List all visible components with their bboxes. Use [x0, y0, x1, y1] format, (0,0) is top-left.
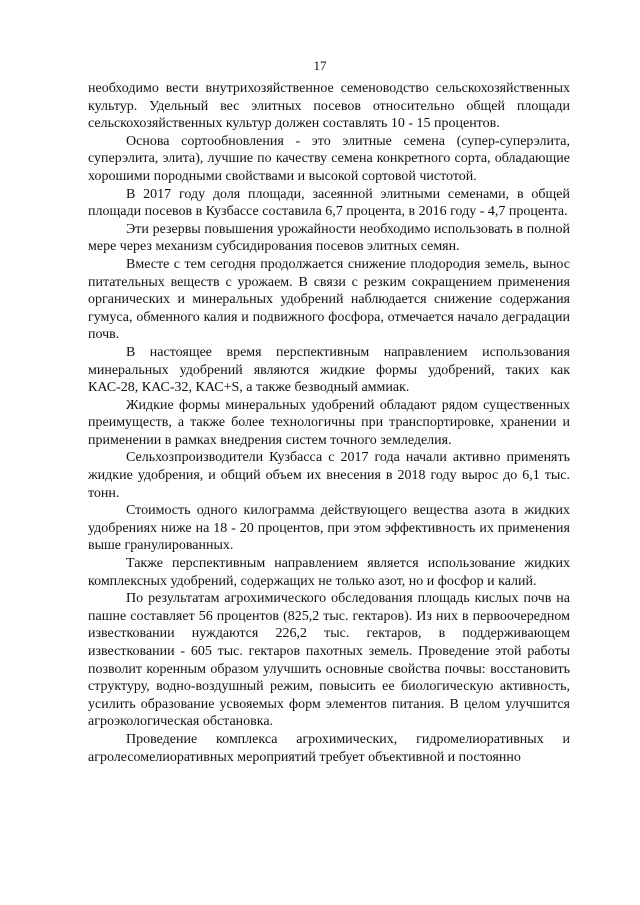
paragraph-4: Эти резервы повышения урожайности необходимо использовать в полной мере через механизм субсидирования посевов элитных семян.	[88, 221, 570, 255]
paragraph-6: В настоящее время перспективным направлением использования минеральных удобрений являются жидкие формы удобрений, таких как КАС-28, КАС-32, КАС+S, а также безводный аммиак.	[88, 344, 570, 396]
page-number: 17	[313, 58, 327, 73]
paragraph-12: Проведение комплекса агрохимических, гидромелиоративных и агролесомелиоративных мероприятий требует объективной и постоянно	[88, 731, 570, 765]
body-text	[88, 80, 570, 766]
paragraph-8: Сельхозпроизводители Кузбасса с 2017 года начали активно применять жидкие удобрения, и общий объем их внесения в 2018 году вырос до 6,1 тыс. тонн.	[88, 450, 570, 501]
paragraph-5: Вместе с тем сегодня продолжается снижение плодородия земель, вынос питательных веществ с урожаем. В связи с резким сокращением применения органических и минеральных удобрений наблюдается снижение содержания гумуса, обменного калия и подвижного фосфора, отмечается начало деградации почв.	[88, 256, 570, 343]
paragraph-10: Также перспективным направлением является использование жидких комплексных удобрений, содержащих не только азот, но и фосфор и калий.	[88, 556, 570, 589]
paragraph-3: В 2017 году доля площади, засеянной элитными семенами, в общей площади посевов в Кузбассе составила 6,7 процента, в 2016 году - 4,7 процента.	[88, 186, 570, 220]
paragraph-2: Основа сортообновления - это элитные семена (супер-суперэлита, суперэлита, элита), лучшие по качеству семена конкретного сорта, обладающие хорошими породными свойствами и высокой сортовой чистотой.	[88, 133, 570, 184]
paragraph-9: Стоимость одного килограмма действующего вещества азота в жидких удобрениях ниже на 18 - 20 процентов, при этом эффективность их применения выше гранулированных.	[88, 503, 570, 554]
paragraph-1: необходимо вести внутрихозяйственное семеноводство сельскохозяйственных культур. Удельный вес элитных посевов относительно общей площади сельскохозяйственных культур должен составлять 10 - 15 процентов.	[88, 81, 570, 132]
paragraph-11: По результатам агрохимического обследования площадь кислых почв на пашне составляет 56 процентов (825,2 тыс. гектаров). Из них в первоочередном известковании нуждаются 226,2 тыс. гектаров, в поддерживающем известковании - 605 тыс. гектаров пахотных земель. Проведение этой работы позволит коренным образом улучшить основные свойства почвы: восстановить структуру, водно-воздушный режим, повысить ее биологическую активность, усилить образование усвояемых форм элементов питания. В целом улучшится агроэкологическая обстановка.	[88, 591, 570, 730]
paragraph-7: Жидкие формы минеральных удобрений обладают рядом существенных преимуществ, а также более технологичны при транспортировке, хранении и применении в рамках внедрения систем точного земледелия.	[88, 397, 570, 448]
